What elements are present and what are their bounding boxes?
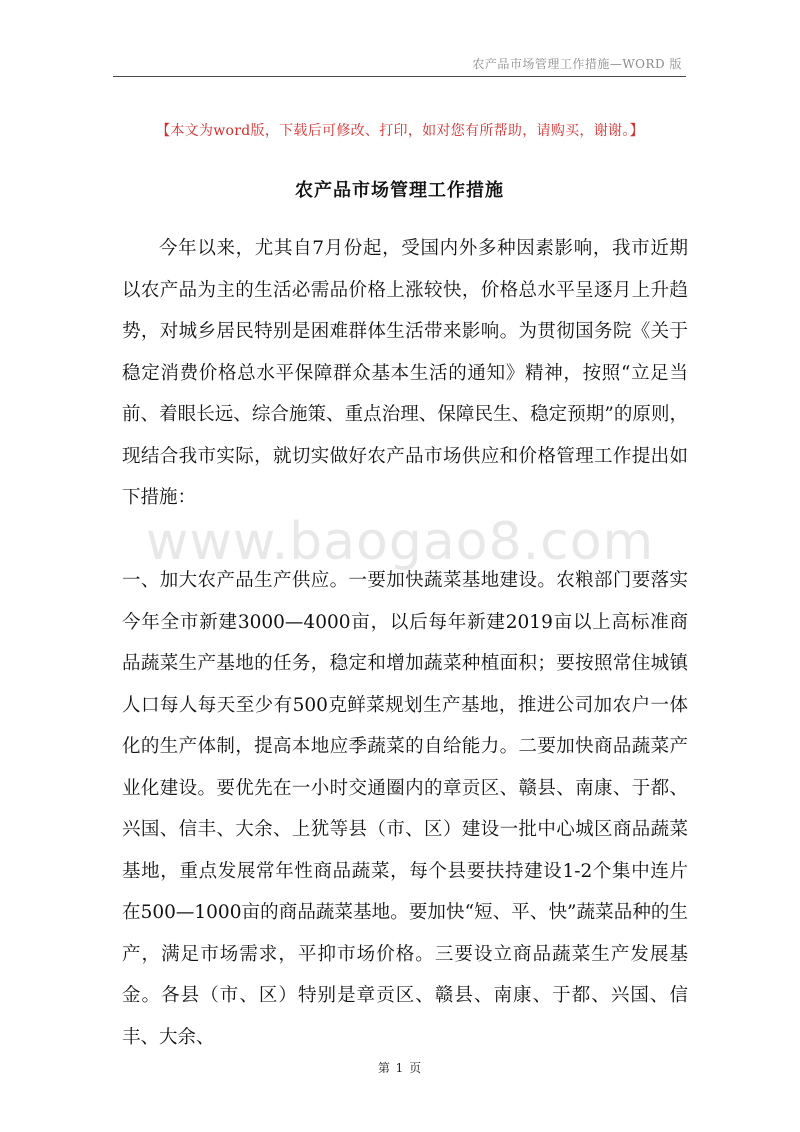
download-notice: 【本文为word版，下载后可修改、打印，如对您有所帮助，请购买，谢谢。】	[156, 123, 644, 139]
document-title: 农产品市场管理工作措施	[295, 180, 504, 201]
header-divider	[113, 76, 686, 77]
site-watermark: www.baogao8.com	[145, 512, 655, 572]
page-number: 第 1 页	[377, 1061, 423, 1075]
body-paragraph-measure-one: 一、加大农产品生产供应。一要加快蔬菜基地建设。农粮部门要落实今年全市新建3000—4000亩，以后每年新建2019亩以上高标准商品蔬菜生产基地的任务，稳定和增加蔬菜种植面积；要按照常住城镇人口每人每天至少有500克鲜菜规划生产基地，推进公司加农户一体化的生产体制，提高本地应季蔬菜的自给能力。二要加快商品蔬菜产业化建设。要优先在一小时交通圈内的章贡区、赣县、南康、于都、兴国、信丰、大余、上犹等县（市、区）建设一批中心城区商品蔬菜基地，重点发展常年性商品蔬菜，每个县要扶持建设1-2个集中连片在500—1000亩的商品蔬菜基地。要加快“短、平、快”蔬菜品种的生产，满足市场需求，平抑市场价格。三要设立商品蔬菜生产发展基金。各县（市、区）特别是章贡区、赣县、南康、于都、兴国、信丰、大余、	[122, 570, 688, 1048]
body-paragraph-intro: 今年以来，尤其自7月份起，受国内外多种因素影响，我市近期以农产品为主的生活必需品价格上涨较快，价格总水平呈逐月上升趋势，对城乡居民特别是困难群体生活带来影响。为贯彻国务院《关于稳定消费价格总水平保障群众基本生活的通知》精神，按照“立足当前、着眼长远、综合施策、重点治理、保障民生、稳定预期”的原则，现结合我市实际，就切实做好农产品市场供应和价格管理工作提出如下措施：	[122, 238, 688, 508]
running-header: 农产品市场管理工作措施—WORD 版	[472, 57, 682, 71]
